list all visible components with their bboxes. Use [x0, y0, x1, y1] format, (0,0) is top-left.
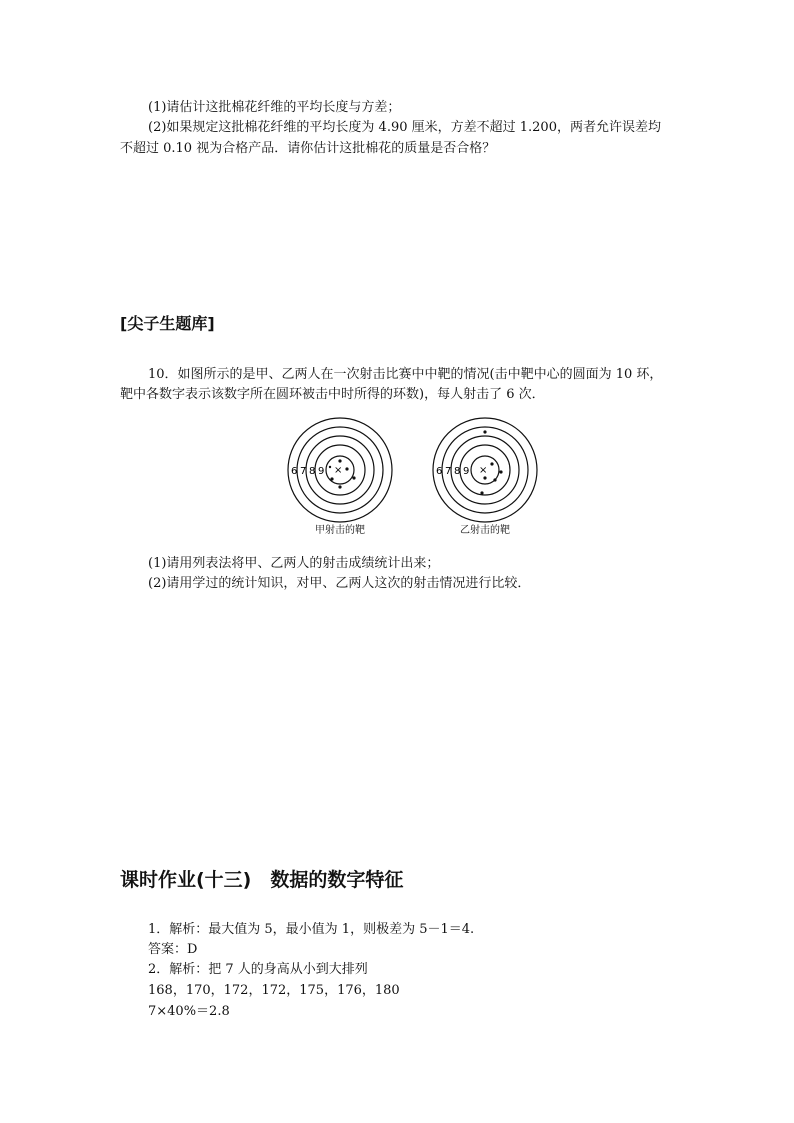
problem9-part1: (1)请估计这批棉花纤维的平均长度与方差； [148, 100, 401, 115]
target-b-hit [480, 491, 483, 494]
target-b-label-8: 8 [454, 466, 461, 477]
target-b-caption: 乙射击的靶 [460, 525, 510, 536]
target-a-hit [338, 485, 341, 488]
answer-line2: 答案：D [148, 942, 198, 957]
answer-line3: 2．解析：把 7 人的身高从小到大排列 [148, 962, 368, 977]
target-a-hit [329, 466, 331, 468]
target-a-caption: 甲射击的靶 [315, 525, 365, 536]
target-b-hit [493, 478, 496, 481]
target-a-center-mark: × [334, 465, 343, 476]
target-a-svg [286, 416, 394, 524]
target-b-label-9: 9 [463, 466, 470, 477]
target-b-center-mark: × [479, 465, 488, 476]
target-a [286, 416, 394, 524]
answer-line4: 168，170，172，172，175，176，180 [148, 983, 400, 998]
target-a-hit [330, 477, 333, 480]
target-b-hit [483, 430, 486, 433]
answer-line1: 1．解析：最大值为 5，最小值为 1，则极差为 5－1＝4. [148, 922, 475, 937]
target-b-label-7: 7 [445, 466, 452, 477]
target-a-hit [345, 467, 348, 470]
target-b-label-6: 6 [436, 466, 443, 477]
target-b-hit [499, 470, 502, 473]
section-title: [尖子生题库] [120, 314, 215, 333]
answer-line5: 7×40%＝2.8 [148, 1004, 230, 1019]
answers-title: 课时作业(十三) 数据的数字特征 [120, 869, 404, 891]
problem9-part2-line2: 不超过 0.10 视为合格产品．请你估计这批棉花的质量是否合格？ [120, 141, 496, 156]
target-b-svg [431, 416, 539, 524]
problem10-line1: 10．如图所示的是甲、乙两人在一次射击比赛中中靶的情况(击中靶中心的圆面为 10 环， [148, 367, 663, 382]
problem9-part2-line1: (2)如果规定这批棉花纤维的平均长度为 4.90 厘米，方差不超过 1.200，两者允许误差均 [148, 120, 661, 135]
problem10-part2: (2)请用学过的统计知识，对甲、乙两人这次的射击情况进行比较． [148, 576, 531, 591]
problem10-line2: 靶中各数字表示该数字所在圆环被击中时所得的环数)，每人射击了 6 次． [120, 387, 545, 402]
target-b-hit [490, 462, 493, 465]
problem10-part1: (1)请用列表法将甲、乙两人的射击成绩统计出来； [148, 556, 440, 571]
target-a-label-8: 8 [309, 466, 316, 477]
target-a-label-6: 6 [291, 466, 298, 477]
target-a-hit [352, 476, 355, 479]
target-b-hit [483, 476, 486, 479]
target-a-label-7: 7 [300, 466, 307, 477]
target-a-label-9: 9 [318, 466, 325, 477]
target-a-hit [338, 459, 341, 462]
target-b [431, 416, 539, 524]
